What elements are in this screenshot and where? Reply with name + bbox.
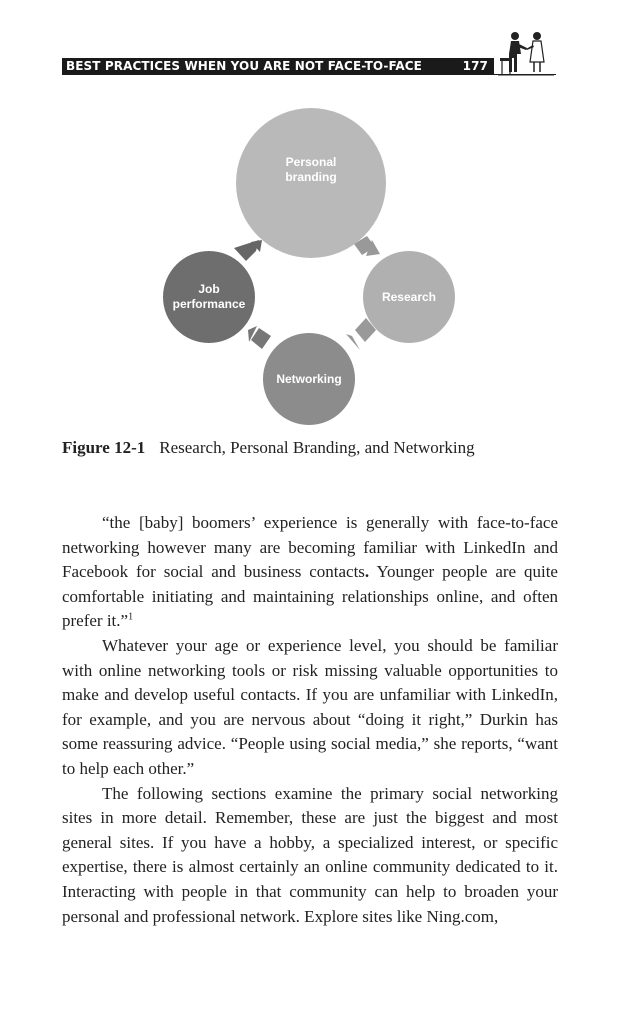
footnote-marker: 1 [128, 611, 134, 623]
node-research [363, 251, 455, 343]
paragraph-quote [62, 511, 558, 634]
node-research-label: Research [381, 289, 437, 304]
body-text [62, 511, 558, 929]
figure-caption-text: Research, Personal Branding, and Networking [159, 438, 475, 457]
node-personal-branding-label: Personal branding [285, 155, 337, 184]
node-networking-label: Networking [276, 371, 342, 386]
node-job-performance-label: Job performance [172, 282, 246, 311]
running-header-title: BEST PRACTICES WHEN YOU ARE NOT FACE-TO-FACE [66, 59, 422, 73]
node-job-performance [163, 251, 255, 343]
node-networking [263, 333, 355, 425]
node-personal-branding [236, 108, 386, 258]
paragraph-quote-part-a: “the [baby] boomers’ experience is generally with face-to-face networking however many are becoming familiar with LinkedIn and Facebook for social and business contacts [62, 513, 558, 582]
paragraph-2: Whatever your age or experience level, you should be familiar with online networking tools or risk missing valuable opportunities to make and develop useful contacts. If you are unfamiliar with LinkedIn, for example, and you are nervous about “doing it right,” Durkin has some reassuring advice. “People using social media,” she reports, “want to help each other.” [62, 635, 558, 778]
figure-caption [62, 438, 475, 458]
page-number: 177 [462, 59, 488, 73]
paragraph-quote-bold-period: . [364, 562, 370, 582]
paragraph-quote-part-b: Younger people are quite comfortable initiating and maintaining relationships online, and often prefer it.” [62, 562, 558, 631]
figure-caption-number: Figure 12-1 [62, 438, 146, 457]
paragraph-3: The following sections examine the primary social networking sites in more detail. Remember, these are just the biggest and most general sites. If you have a hobby, a specialized interest, or specific expertise, there is almost certainly an online community dedicated to it. Interacting with people in that community can help to broaden your personal and professional network. Explore sites like Ning.com, [62, 783, 558, 926]
cycle-diagram [0, 0, 617, 430]
